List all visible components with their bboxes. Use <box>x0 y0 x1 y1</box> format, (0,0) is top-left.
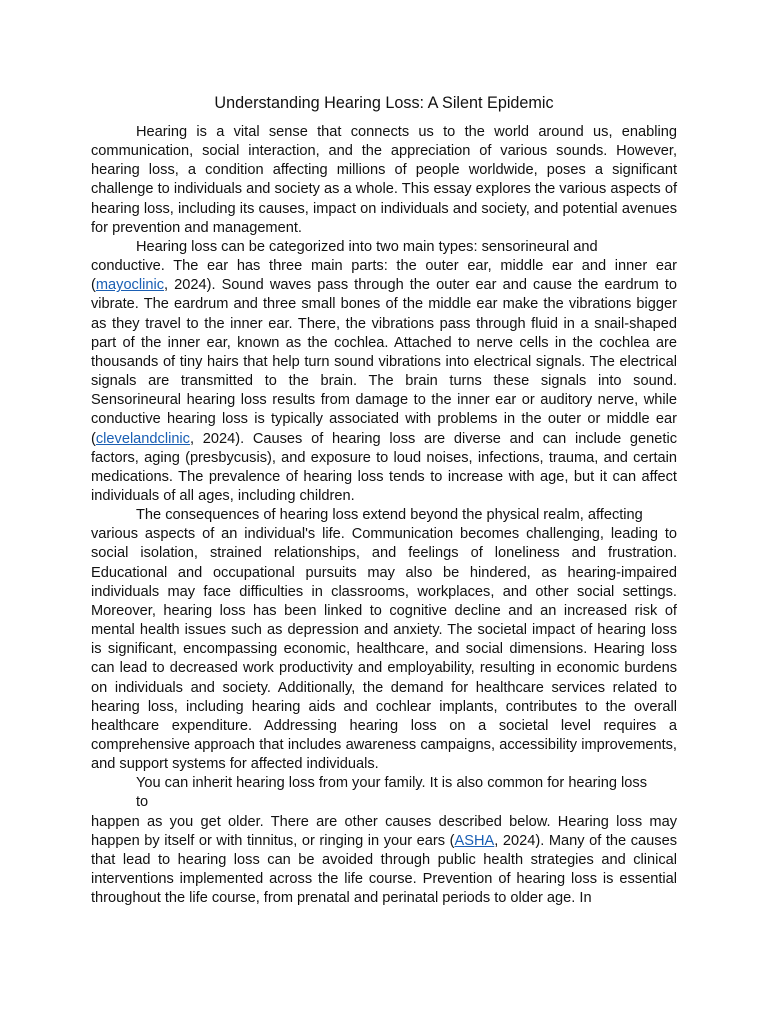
link-clevelandclinic[interactable]: clevelandclinic <box>95 430 190 447</box>
paragraph-types <box>91 238 677 506</box>
paragraph-types-text-a: conductive. The ear has three main parts: the outer ear, middle ear and inner ear ( <box>91 258 677 294</box>
paragraph-types-text-c: , 2024). Causes of hearing loss are diverse and can include genetic factors, aging (presbycusis), and exposure to loud noises, infections, trauma, and certain medications. The prevalence of hearing loss tends to increase with age, but it can affect individuals of all ages, including children. <box>91 430 677 504</box>
paragraph-consequences-text: various aspects of an individual's life. Communication becomes challenging, leading to social isolation, strained relationships, and feelings of loneliness and frustration. Educational and occupational pursuits may also be hindered, as hearing-impaired individuals may face difficulties in classrooms, workplaces, and other social settings. Moreover, hearing loss has been linked to cognitive decline and an increased risk of mental health issues such as depression and anxiety. The societal impact of hearing loss is significant, encompassing economic, healthcare, and social dimensions. Hearing loss can lead to decreased work productivity and employability, resulting in economic burdens on individuals and society. Additionally, the demand for healthcare services related to hearing loss, including hearing aids and cochlear implants, contributes to the overall healthcare expenditure. Addressing hearing loss on a societal level requires a comprehensive approach that includes awareness campaigns, accessibility improvements, and support systems for affected individuals. <box>91 526 677 773</box>
paragraph-causes-text-b: , 2024). Many of the causes that lead to hearing loss can be avoided through public health strategies and clinical interventions implemented across the life course. Prevention of hearing loss is essential throughout the life course, from prenatal and perinatal periods to older age. In <box>91 832 677 907</box>
paragraph-causes <box>91 774 677 908</box>
link-asha[interactable]: ASHA <box>454 832 495 849</box>
paragraph-consequences <box>91 506 677 774</box>
paragraph-consequences-first-line: The consequences of hearing loss extend beyond the physical realm, affecting <box>136 507 643 524</box>
document-title: Understanding Hearing Loss: A Silent Epidemic <box>214 94 554 112</box>
paragraph-causes-second-line: to <box>136 794 149 811</box>
paragraph-types-text-b: , 2024). Sound waves pass through the outer ear and cause the eardrum to vibrate. The eardrum and three small bones of the middle ear make the vibrations bigger as they travel to the inner ear. There, the vibrations pass through fluid in a snail-shaped part of the inner ear, known as the cochlea. Attached to nerve cells in the cochlea are thousands of tiny hairs that help turn sound vibrations into electrical signals. The electrical signals are transmitted to the brain. The brain turns these signals into sound. Sensorineural hearing loss results from damage to the inner ear or auditory nerve, while conductive hearing loss is typically associated with problems in the outer or middle ear ( <box>91 277 677 447</box>
paragraph-causes-first-line: You can inherit hearing loss from your family. It is also common for hearing loss <box>136 775 648 792</box>
link-mayoclinic[interactable]: mayoclinic <box>95 277 164 294</box>
paragraph-types-first-line: Hearing loss can be categorized into two main types: sensorineural and <box>136 238 598 255</box>
document-page <box>91 92 677 908</box>
paragraph-causes-text-a: happen as you get older. There are other causes described below. Hearing loss may happen by itself or with tinnitus, or ringing in your ears ( <box>91 813 677 849</box>
paragraph-intro: Hearing is a vital sense that connects us to the world around us, enabling communication, social interaction, and the appreciation of various sounds. However, hearing loss, a condition affecting millions of people worldwide, poses a significant challenge to individuals and society as a whole. This essay explores the various aspects of hearing loss, including its causes, impact on individuals and society, and potential avenues for prevention and management. <box>91 124 677 236</box>
